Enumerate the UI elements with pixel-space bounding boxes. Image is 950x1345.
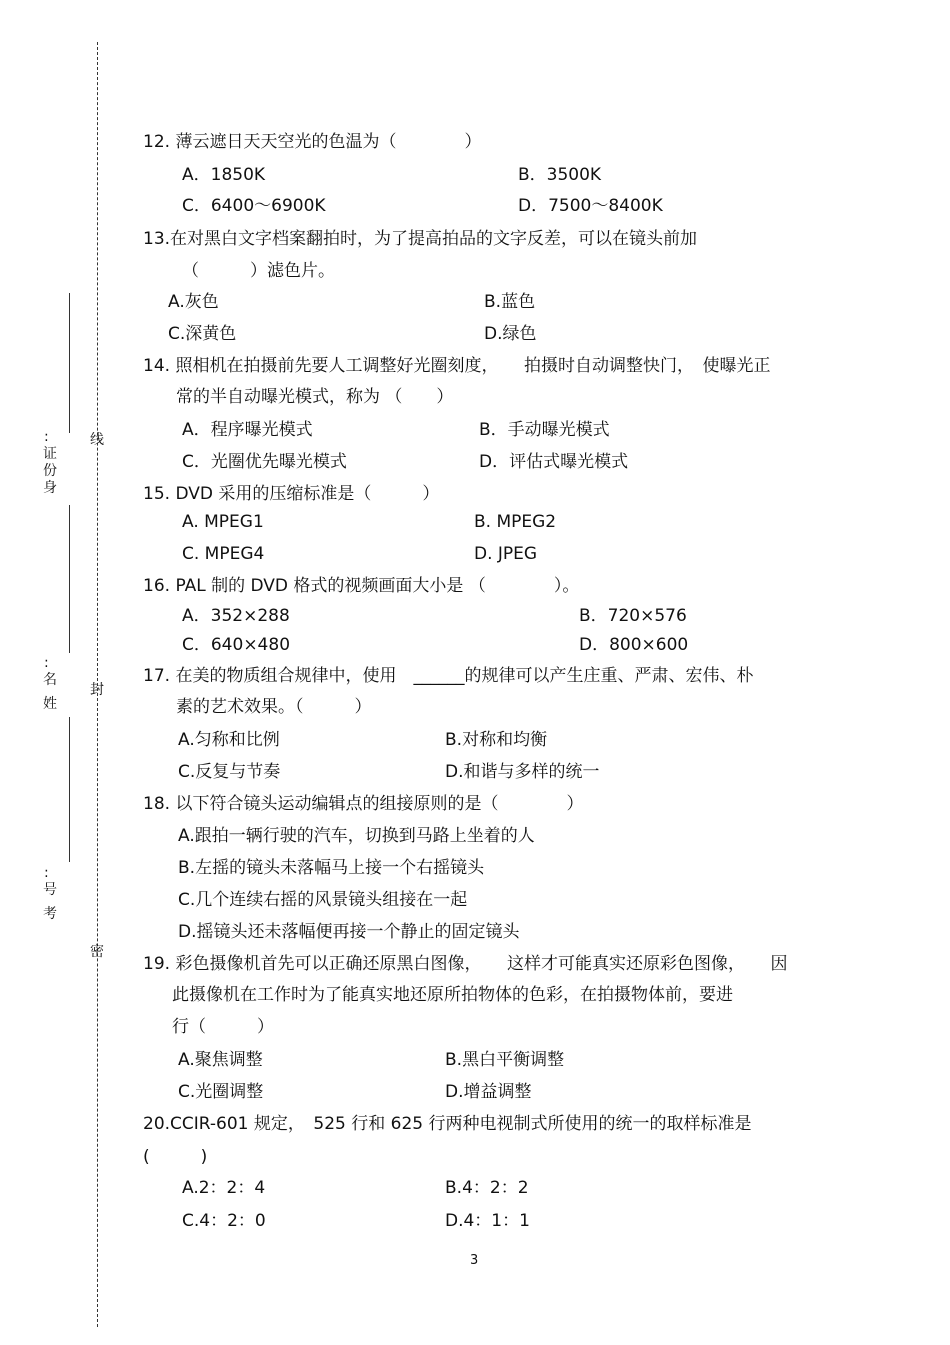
question-17-option-c: C.反复与节奏 xyxy=(178,762,281,782)
question-12-option-c: C．6400～6900K xyxy=(182,196,326,216)
question-16-option-d: D．800×600 xyxy=(579,635,689,655)
name-label-char: 姓 xyxy=(43,696,57,712)
id-label-char: 份 xyxy=(43,463,57,479)
question-16-option-c: C．640×480 xyxy=(182,635,291,655)
question-20-option-d: D.4：1：1 xyxy=(445,1211,530,1231)
question-13-option-b: B.蓝色 xyxy=(484,292,536,312)
question-15-option-b: B. MPEG2 xyxy=(474,512,557,532)
question-20-option-a: A.2：2：4 xyxy=(182,1178,266,1198)
id-label-colon: : xyxy=(44,429,49,445)
question-18-option-a: A.跟拍一辆行驶的汽车，切换到马路上坐着的人 xyxy=(178,826,535,846)
question-19-stem-cont: 行（ ） xyxy=(172,1017,274,1037)
question-13-stem-cont: （ ）滤色片。 xyxy=(182,261,335,281)
question-15-stem: 15. DVD 采用的压缩标准是（ ） xyxy=(143,484,440,504)
question-18-stem: 18. 以下符合镜头运动编辑点的组接原则的是（ ） xyxy=(143,794,584,814)
question-13-option-a: A.灰色 xyxy=(168,292,219,312)
question-16-option-b: B．720×576 xyxy=(579,606,687,626)
id-label-char: 身 xyxy=(43,480,57,496)
question-15-option-d: D. JPEG xyxy=(474,544,538,564)
question-19-option-b: B.黑白平衡调整 xyxy=(445,1050,565,1070)
question-16-option-a: A．352×288 xyxy=(182,606,290,626)
question-17-option-d: D.和谐与多样的统一 xyxy=(445,762,600,782)
question-17-stem-cont: 素的艺术效果。（ ） xyxy=(176,697,372,717)
question-14-option-c: C．光圈优先曝光模式 xyxy=(182,452,347,472)
page-number: 3 xyxy=(470,1253,479,1268)
binding-solid-line xyxy=(69,717,70,862)
question-19-stem: 19. 彩色摄像机首先可以正确还原黑白图像， 这样才可能真实还原彩色图像， 因 xyxy=(143,954,788,974)
question-19-option-a: A.聚焦调整 xyxy=(178,1050,263,1070)
question-20-stem-cont: ( ) xyxy=(143,1147,208,1167)
name-label-char: 名 xyxy=(43,672,57,688)
question-19-stem-cont: 此摄像机在工作时为了能真实地还原所拍物体的色彩，在拍摄物体前，要进 xyxy=(172,985,733,1005)
question-15-option-c: C. MPEG4 xyxy=(182,544,265,564)
question-20-option-c: C.4：2：0 xyxy=(182,1211,266,1231)
binding-solid-line xyxy=(69,505,70,653)
question-14-option-b: B．手动曝光模式 xyxy=(479,420,610,440)
question-20-option-b: B.4：2：2 xyxy=(445,1178,529,1198)
question-17-option-a: A.匀称和比例 xyxy=(178,730,280,750)
question-14-stem: 14. 照相机在拍摄前先要人工调整好光圈刻度， 拍摄时自动调整快门， 使曝光正 xyxy=(143,356,771,376)
question-14-option-a: A．程序曝光模式 xyxy=(182,420,313,440)
question-13-option-c: C.深黄色 xyxy=(168,324,237,344)
question-13-option-d: D.绿色 xyxy=(484,324,537,344)
question-16-stem: 16. PAL 制的 DVD 格式的视频画面大小是 （ ）。 xyxy=(143,576,580,596)
question-15-option-a: A. MPEG1 xyxy=(182,512,264,532)
question-12-option-b: B．3500K xyxy=(518,165,602,185)
question-14-option-d: D．评估式曝光模式 xyxy=(479,452,629,472)
binding-mark-secret: 密 xyxy=(90,944,104,960)
question-12-option-a: A．1850K xyxy=(182,165,266,185)
question-12-option-d: D．7500～8400K xyxy=(518,196,663,216)
question-14-stem-cont: 常的半自动曝光模式，称为 （ ） xyxy=(176,387,454,407)
name-label-colon: : xyxy=(44,655,49,671)
question-19-option-c: C.光圈调整 xyxy=(178,1082,264,1102)
binding-solid-line xyxy=(69,293,70,433)
exam-number-label-colon: : xyxy=(44,865,49,881)
question-17-option-b: B.对称和均衡 xyxy=(445,730,548,750)
question-18-option-c: C.几个连续右摇的风景镜头组接在一起 xyxy=(178,890,468,910)
exam-number-label-char: 考 xyxy=(43,906,57,922)
question-17-stem: 17. 在美的物质组合规律中，使用 ______的规律可以产生庄重、严肃、宏伟、朴 xyxy=(143,666,754,686)
question-12-stem: 12. 薄云遮日天天空光的色温为（ ） xyxy=(143,132,482,152)
question-18-option-d: D.摇镜头还未落幅便再接一个静止的固定镜头 xyxy=(178,922,520,942)
question-18-option-b: B.左摇的镜头未落幅马上接一个右摇镜头 xyxy=(178,858,485,878)
binding-mark-line: 线 xyxy=(90,432,104,448)
binding-mark-seal: 封 xyxy=(90,682,104,698)
question-13-stem: 13.在对黑白文字档案翻拍时，为了提高拍品的文字反差，可以在镜头前加 xyxy=(143,229,698,249)
id-label-char: 证 xyxy=(43,446,57,462)
question-20-stem: 20.CCIR-601 规定， 525 行和 625 行两种电视制式所使用的统一的取样标准是 xyxy=(143,1114,752,1134)
question-19-option-d: D.增益调整 xyxy=(445,1082,532,1102)
exam-number-label-char: 号 xyxy=(43,882,57,898)
